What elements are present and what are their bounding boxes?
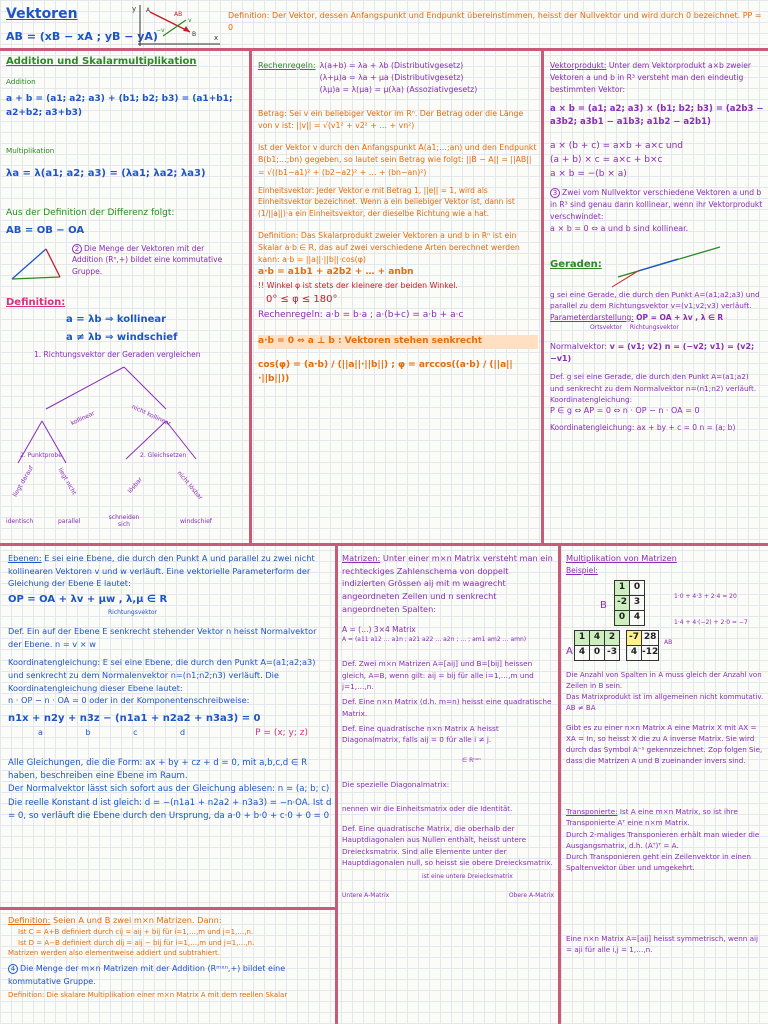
matrix-b-cell: 3 bbox=[630, 596, 645, 611]
ab-formula: AB = (xB − xA ; yB − yA) bbox=[6, 29, 158, 43]
definition-row bbox=[6, 295, 246, 346]
matrizen-text: Unter einer m×n Matrix versteht man ein rechteckiges Zahlenschema von doppelt indizierten Grössen aij mit m waagrecht angeordneten Zeilen und n senkrecht angeordneten Spalten: bbox=[342, 553, 553, 614]
addition-label: Addition bbox=[6, 76, 36, 86]
beispiel-label: Beispiel: bbox=[566, 565, 598, 575]
tree-leaf-identisch: identisch bbox=[6, 518, 34, 525]
rule-3: (λμ)a = λ(μa) = μ(λa) (Assoziativgesetz) bbox=[319, 85, 478, 95]
def-bottom-p2: Ist D = A−B definiert durch dij = aij − bij für i=1,…,m und j=1,…,n. bbox=[18, 938, 255, 947]
matrizen-def2: Def. Eine n×n Matrix (d.h. m=n) heisst eine quadratische Matrix. bbox=[342, 697, 552, 718]
ebenen-eq1: n · OP − n · OA = 0 oder in der Komponentenschreibweise: bbox=[8, 695, 250, 706]
fig-a-label: A bbox=[146, 7, 151, 14]
betrag-text: Betrag: Sei v ein beliebiger Vektor im Rⁿ. Der Betrag oder die Länge von v ist: ||v|| = √(v1² + v2² + … + vn²) bbox=[258, 109, 524, 131]
divider-top-vertical bbox=[249, 48, 252, 544]
vektorprodukt-title: Vektorprodukt: bbox=[550, 61, 607, 70]
tree-leaf-schneiden: schneiden sich bbox=[108, 514, 140, 528]
param-label: Parameterdarstellung: bbox=[550, 312, 634, 322]
divider-lower-right-vertical bbox=[558, 543, 561, 1024]
addition-title: Addition und Skalarmultiplikation bbox=[6, 56, 197, 67]
matrix-a-cell: 1 bbox=[575, 631, 590, 646]
section-matrizen bbox=[342, 552, 554, 1022]
vector-figure bbox=[128, 2, 223, 48]
ebenen-point: P = (x; y; z) bbox=[255, 727, 308, 738]
matrix-b-cell: 4 bbox=[630, 611, 645, 626]
rule-2: (λ+μ)a = λa + μa (Distributivgesetz) bbox=[319, 73, 464, 83]
section-multiplikation bbox=[566, 552, 764, 1022]
tree-leaf-parallel: parallel bbox=[58, 518, 81, 525]
richtungsvektor-label: Richtungsvektor bbox=[629, 324, 679, 332]
bottom-label-b: Obere A-Matrix bbox=[508, 892, 554, 900]
matrizen-bottom-row bbox=[342, 891, 554, 900]
section-vektorprodukt bbox=[550, 60, 764, 540]
skalarprodukt-definition: Definition: Das Skalarprodukt zweier Vektoren a und b in Rⁿ ist ein Skalar a·b ∈ R, das auf zwei verschiedene Arten berechnet werden kann: a·b = ||a||·||b||·cos(φ) bbox=[258, 230, 520, 264]
matrix-a-cell: 2 bbox=[605, 631, 620, 646]
tree-label-liegt: liegt darauf bbox=[11, 464, 36, 499]
group-note: Die Menge der Vektoren mit der Addition (Rⁿ,+) bildet eine kommutative Gruppe. bbox=[72, 243, 223, 276]
matrizen-def1: Def. Zwei m×n Matrizen A=[aij] und B=[bij] heissen gleich, A=B, wenn gilt: aij = bij für alle i=1,…,m und j=1,…,n. bbox=[342, 659, 534, 692]
mult-note-2: Das Matrixprodukt ist im allgemeinen nicht kommutativ. AB ≠ BA bbox=[566, 693, 764, 712]
matrizen-def4: Die spezielle Diagonalmatrix: bbox=[342, 779, 450, 789]
multiplication-label: Multiplikation bbox=[6, 145, 55, 155]
vektorprodukt-dist2: (a + b) × c = a×c + b×c bbox=[550, 154, 663, 165]
note-2-icon: 2 bbox=[72, 244, 82, 254]
ebenen-alle: Alle Gleichungen, die die Form: ax + by + cz + d = 0, mit a,b,c,d ∈ R haben, beschreiben eine Ebene im Raum. bbox=[8, 757, 308, 781]
divider-bottom-left-horizontal bbox=[0, 907, 336, 910]
transponierte-2: Durch 2-maliges Transponieren erhält man wieder die Ausgangsmatrix, d.h. (Aᵀ)ᵀ = A. bbox=[566, 829, 760, 850]
ebenen-text1: E sei eine Ebene, die durch den Punkt A und parallel zu zwei nicht kollinearen Vektoren v und w verläuft. bbox=[8, 553, 315, 576]
windschief-rule: a ≠ λb ⇒ windschief bbox=[66, 331, 178, 343]
betrag-ab-text: Ist der Vektor v durch den Anfangspunkt A(a1;…;an) und den Endpunkt B(b1;…;bn) gegeben, so lautet sein Betrag wie folgt: ||B − A|| = ||AB|| = √((b1−a1)² + (b2−a2)² + … + (bn−an)²) bbox=[258, 143, 537, 177]
vektorprodukt-anti: a × b = −(b × a) bbox=[550, 168, 627, 179]
ebenen-konst: Die reelle Konstant d ist gleich: d = −(n1a1 + n2a2 + n3a3) = −n·OA. Ist d = 0, so verläuft die Ebene durch den Ursprung, da a·0 + b·0 + c·0 + 0 = 0 bbox=[8, 797, 332, 821]
fig-y-label: y bbox=[132, 5, 137, 13]
matrix-b-cell: -2 bbox=[615, 596, 630, 611]
vektorprodukt-dist1: a × (b + c) = a×b + a×c und bbox=[550, 140, 684, 151]
group-row bbox=[6, 243, 246, 287]
tree-label-loesbar: lösbar bbox=[126, 476, 144, 495]
def-bottom-p1: Ist C = A+B definiert durch cij = aij + bij für i=1,…,m und j=1,…,n. bbox=[18, 927, 254, 936]
matrizen-general: A = (a11 a12 … a1n ; a21 a22 … a2n ; … ; am1 am2 … amn) bbox=[342, 636, 527, 644]
rule-1: λ(a+b) = λa + λb (Distributivgesetz) bbox=[319, 61, 464, 70]
matrix-mult-scheme bbox=[566, 578, 764, 670]
matrix-a-cell: 4 bbox=[575, 646, 590, 661]
divider-top-horizontal bbox=[0, 48, 768, 51]
kollinear-rule: a = λb ⇒ kollinear bbox=[66, 314, 167, 326]
geraden-text: g sei eine Gerade, die durch den Punkt A=(a1;a2;a3) und parallel zu dem Richtungsvektor v=(v1;v2;v3) verläuft. bbox=[550, 290, 760, 311]
normal-formula: v = (v1; v2) n = (−v2; v1) = (v2; −v1) bbox=[550, 341, 755, 364]
ebenen-rv-label: Richtungsvektor bbox=[108, 608, 158, 616]
tree-label-nicht-loesbar: nicht lösbar bbox=[175, 469, 204, 502]
geraden-row bbox=[550, 241, 764, 289]
ebenen-title: Ebenen: bbox=[8, 553, 42, 563]
matrix-a-cell: 0 bbox=[590, 646, 605, 661]
matrizen-example: A = (…) 3×4 Matrix bbox=[342, 624, 416, 634]
inverse-text: Gibt es zu einer n×n Matrix A eine Matrix X mit AX = XA = In, so heisst X die zu A inverse Matrix. Sie wird durch das Symbol A⁻¹ gekennzeichnet. Zop folgen Sie, dass die Matrizen A und B zueinander invers sind. bbox=[566, 722, 763, 766]
section-definition-matrix-add bbox=[8, 914, 332, 1022]
matrizen-def3: Def. Eine quadratische n×n Matrix A heisst Diagonalmatrix, falls aij = 0 für alle i ≠ j. bbox=[342, 723, 499, 745]
bottom-label-a: Untere A-Matrix bbox=[342, 892, 390, 900]
matrix-a bbox=[574, 630, 620, 661]
matrix-a-cell: 4 bbox=[590, 631, 605, 646]
diagonal-label: ∈ Rⁿˣⁿ bbox=[462, 756, 481, 764]
multiplication-formula: λa = λ(a1; a2; a3) = (λa1; λa2; λa3) bbox=[6, 167, 206, 179]
section-ebenen bbox=[8, 552, 332, 904]
matrix-b-cell: 0 bbox=[615, 611, 630, 626]
kollinear-formula: a × b = 0 ⇔ a und b sind kollinear. bbox=[550, 223, 689, 233]
section-addition bbox=[6, 54, 246, 542]
param-formula: OP = OA + λv , λ ∈ R bbox=[636, 312, 724, 322]
matrizen-def5: Def. Eine quadratische Matrix, die oberhalb der Hauptdiagonalen aus Nullen enthält, heisst untere Dreiecksmatrix. Sind alle Elemente unter der Hauptdiagonalen null, so heisst sie obere Dreiecksmatrix. bbox=[342, 823, 553, 867]
tree-title: 1. Richtungsvektor der Geraden vergleichen bbox=[34, 350, 201, 360]
ebenen-text2: Eine vektorielle Parameterform der Gleichung der Ebene E lautet: bbox=[8, 565, 311, 589]
divider-middle-horizontal bbox=[0, 543, 768, 546]
ortsvektor-label: Ortsvektor bbox=[590, 324, 622, 332]
def-bottom-text: Seien A und B zwei m×n Matrizen. Dann: bbox=[53, 915, 222, 925]
tree-label-nicht-kollinear: nicht kollinear bbox=[130, 403, 172, 428]
def-bottom-group: Die Menge der m×n Matrizen mit der Addition (Rᵐˣⁿ,+) bildet eine kommutative Gruppe. bbox=[8, 964, 286, 986]
nullvektor-definition bbox=[228, 10, 762, 48]
winkel-range: 0° ≤ φ ≤ 180° bbox=[266, 293, 338, 305]
matrix-ab-cell: -12 bbox=[642, 646, 659, 661]
winkel-note: !! Winkel φ ist stets der kleinere der beiden Winkel. bbox=[258, 280, 458, 290]
difference-formula: AB = OB − OA bbox=[6, 225, 85, 237]
einheitsvektor-text: Einheitsvektor: Jeder Vektor e mit Betrag 1, ||e|| = 1, wird als Einheitsvektor bezeichnet. Wenn a ein beliebiger Vektor ist, dann ist (1/||a||)·a ein Einheitsvektor, der dieselbe Richtung wie a hat. bbox=[258, 185, 515, 218]
transponierte-title: Transponierte: bbox=[566, 807, 618, 817]
geraden-figure bbox=[608, 241, 728, 289]
matrix-b-cell: 0 bbox=[630, 581, 645, 596]
calc-2: 1·0 + 4·3 + 2·4 = 20 bbox=[674, 593, 737, 601]
matrix-ab-label: AB bbox=[664, 639, 673, 647]
fig-b-label: B bbox=[192, 31, 197, 38]
note-4-icon: 4 bbox=[8, 964, 18, 974]
cos-formula: cos(φ) = (a·b) / (||a||·||b||) ; φ = arccos((a·b) / (||a||·||b||)) bbox=[258, 360, 513, 385]
divider-lower-vertical bbox=[335, 543, 338, 1024]
fig-ab-label: AB bbox=[174, 11, 183, 18]
matrizen-title: Matrizen: bbox=[342, 553, 381, 563]
divider-top-right-vertical bbox=[541, 48, 544, 544]
dreieck-note: ist eine untere Dreiecksmatrix bbox=[422, 873, 513, 881]
tree-node-gleichsetzen: 2. Gleichsetzen bbox=[140, 452, 187, 459]
identity-note: nennen wir die Einheitsmatrix oder die Identität. bbox=[342, 805, 513, 814]
kollinear-note: Zwei vom Nullvektor verschiedene Vektoren a und b in R³ sind genau dann kollinear, wenn ihr Vektorprodukt verschwindet: bbox=[550, 188, 763, 221]
addition-formula: a + b = (a1; a2; a3) + (b1; b2; b3) = (a1+b1; a2+b2; a3+b3) bbox=[6, 93, 233, 118]
tree-node-punktprobe: 2. Punktprobe bbox=[20, 452, 62, 459]
matrix-a-label: A bbox=[566, 646, 573, 658]
fig-v-label: v bbox=[188, 17, 192, 24]
def-bottom-p3: Matrizen werden also elementweise addiert und subtrahiert. bbox=[8, 949, 220, 958]
tree-label-liegt-nicht: liegt nicht bbox=[56, 466, 78, 497]
matrix-a-cell: -3 bbox=[605, 646, 620, 661]
ebenen-def: Def. Ein auf der Ebene E senkrecht stehender Vektor n heisst Normalvektor der Ebene. n = v × w bbox=[8, 625, 317, 649]
skalar-rechenregeln: Rechenregeln: a·b = b·a ; a·(b+c) = a·b + a·c bbox=[258, 310, 464, 321]
rechenregeln-title: Rechenregeln: bbox=[258, 61, 316, 70]
ebenen-param: OP = OA + λv + μw , λ,μ ∈ R bbox=[8, 594, 168, 606]
orthogonal-rule: a·b = 0 ⇔ a ⊥ b : Vektoren stehen senkrecht bbox=[258, 335, 538, 349]
section-rechenregeln bbox=[258, 60, 538, 540]
matrix-b-label: B bbox=[600, 600, 607, 612]
transponierte-3: Durch Transponieren geht ein Zeilenvektor in einen Spaltenvektor über und umgekehrt. bbox=[566, 851, 751, 873]
def-bottom-last: Definition: Die skalare Multiplikation einer m×n Matrix A mit dem reellen Skalar bbox=[8, 991, 288, 1000]
pg-formula: P ∈ g ⇔ AP = 0 ⇔ n · OP − n · OA = 0 bbox=[550, 406, 700, 416]
rules-row bbox=[258, 60, 538, 96]
koordinaten-formula: Koordinatengleichung: ax + by + c = 0 n = (a; b) bbox=[550, 422, 736, 432]
note-3-icon: 3 bbox=[550, 188, 560, 198]
tree-leaf-windschief: windschief bbox=[180, 518, 212, 525]
skalarprodukt-komponenten: a·b = a1b1 + a2b2 + … + anbn bbox=[258, 266, 414, 277]
ebenen-eq2: n1x + n2y + n3z − (n1a1 + n2a2 + n3a3) = 0 bbox=[8, 713, 261, 725]
definition-label: Definition: bbox=[6, 296, 66, 308]
matrix-ab-cell: 4 bbox=[627, 646, 642, 661]
def-bottom-title: Definition: bbox=[8, 915, 51, 925]
geraden-title: Geraden: bbox=[550, 259, 602, 271]
def-gerade-text: Def. g sei eine Gerade, die durch den Punkt A=(a1;a2) und senkrecht zu dem Normalvektor n=(n1;n2) verläuft. Koordinatengleichung: bbox=[550, 372, 757, 405]
nullvektor-definition-text: Definition: Der Vektor, dessen Anfangspunkt und Endpunkt übereinstimmen, heisst der Nullvektor und wird durch 0 bezeichnet. PP = 0 bbox=[228, 11, 762, 33]
matrix-b-cell: 1 bbox=[615, 581, 630, 596]
matrix-b bbox=[614, 580, 645, 626]
symmetric-text: Eine n×n Matrix A=[aij] heisst symmetrisch, wenn aij = aji für alle i,j = 1,…,n. bbox=[566, 934, 759, 955]
ebenen-norm: Der Normalvektor lässt sich sofort aus der Gleichung ablesen: n = (a; b; c) bbox=[8, 784, 330, 795]
vektorprodukt-formula: a × b = (a1; a2; a3) × (b1; b2; b3) = (a2b3 − a3b2; a3b1 − a1b3; a1b2 − a2b1) bbox=[550, 104, 764, 128]
calc-1: 1·4 + 4·(−2) + 2·0 = −7 bbox=[674, 619, 748, 627]
matrix-ab-cell: 28 bbox=[642, 631, 659, 646]
ebenen-abcd: a b c d bbox=[38, 727, 186, 737]
fig-x-label: x bbox=[214, 34, 219, 42]
tree-label-kollinear: kollinear bbox=[69, 409, 96, 428]
ebenen-koord: Koordinatengleichung: E sei eine Ebene, die durch den Punkt A=(a1;a2;a3) und senkrecht zu dem Normalenvektor n=(n1;n2;n3) verläuft. Die Koordinatengleichung dieser Ebene lautet: bbox=[8, 657, 316, 693]
normal-label: Normalvektor: bbox=[550, 341, 608, 351]
vektorprodukt-text: Unter dem Vektorprodukt a×b zweier Vektoren a und b in R³ versteht man den eindeutig bestimmten Vektor: bbox=[550, 61, 751, 94]
matrix-ab bbox=[626, 630, 659, 661]
transponierte-1: Ist A eine m×n Matrix, so ist ihre Transponierte Aᵀ eine n×m Matrix. bbox=[566, 807, 738, 828]
matrix-ab-cell: -7 bbox=[627, 631, 642, 646]
mult-note-1: Die Anzahl von Spalten in A muss gleich der Anzahl von Zeilen in B sein. bbox=[566, 671, 762, 691]
difference-triangle-figure bbox=[6, 243, 66, 287]
vektoren-title: Vektoren bbox=[6, 6, 78, 22]
ebenen-eq2-labels bbox=[8, 727, 308, 741]
difference-text: Aus der Definition der Differenz folgt: bbox=[6, 208, 175, 219]
multiplikation-title: Multiplikation von Matrizen bbox=[566, 553, 677, 563]
fig-minus-v-label: −v bbox=[156, 27, 165, 34]
